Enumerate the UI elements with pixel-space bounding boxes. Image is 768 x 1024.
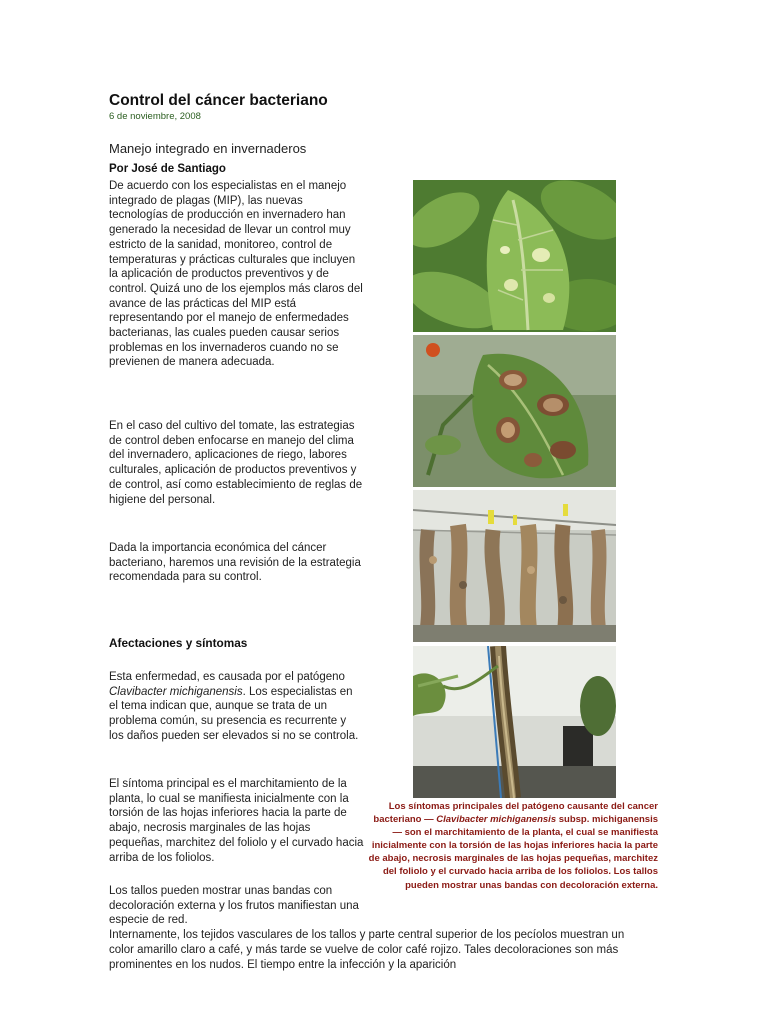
article-byline: Por José de Santiago [109,163,226,175]
photo-necrotic-leaf [413,335,616,487]
article-subtitle: Manejo integrado en invernaderos [109,141,307,156]
article-title: Control del cáncer bacteriano [109,92,328,109]
photo-wilted-plants [413,490,616,642]
intro-paragraph: De acuerdo con los especialistas en el manejo integrado de plagas (MIP), las nuevas tecnologías de producción en invernadero han generado la necesidad de llevar un control muy estricto de la sanidad, monitoreo, control de temperaturas y prácticas culturales que incluyen la aplicación de productos preventivos y de control. Quizá uno de los ejemplos más claros del avance de las prácticas del MIP está representando por el manejo de enfermedades bacterianas, las cuales pueden causar serios problemas en los invernaderos cuando no se previenen de manera adecuada. [109,180,363,369]
importance-paragraph: Dada la importancia económica del cáncer bacteriano, haremos una revisión de la estrategia recomendada para su control. [109,542,361,584]
pathogen-name: Clavibacter michiganensis [109,685,243,698]
cause-paragraph: Esta enfermedad, es causada por el patógeno Clavibacter michiganensis. Los especialistas en el tema indican que, aunque se trata de un problema común, su presencia es recurrente y los daños pueden ser elevados si no se controla. [109,671,359,742]
photo-leaf-spots [413,180,616,332]
continuation-paragraph: Internamente, los tejidos vasculares de los tallos y parte central superior de los pecíolos muestran un color amarillo claro a café, y más tarde se vuelve de color café rojizo. Tales decoloraciones son más prominentes en los nudos. El tiempo entre la infección y la aparición [109,929,625,972]
photo-caption: Los síntomas principales del patógeno causante del cancer bacteriano — Clavibacter michiganensis subsp. michiganensis— son el marchitamiento de la planta, el cual se manifiesta inicialmente con la torsión de las hojas inferiores hacia la parte de abajo, necrosis marginales de las hojas pequeñas, marchitez del foliolo y el curvado hacia arriba de los foliolos. Los tallos pueden mostrar unas bandas con decoloración externa. [368,801,658,891]
stems-paragraph: Los tallos pueden mostrar unas bandas con decoloración externa y los frutos manifiestan una especie de red. [109,885,359,927]
symptom-paragraph: El síntoma principal es el marchitamiento de la planta, lo cual se manifiesta inicialmente con la torsión de las hojas inferiores hacia la parte de abajo, necrosis marginales de las hojas pequeñas, marchitez del foliolo y el curvado hacia arriba de los foliolos. [109,778,364,864]
photo-stem-bands [413,646,616,798]
section-heading: Afectaciones y síntomas [109,636,248,650]
article-date: 6 de noviembre, 2008 [109,111,201,122]
tomato-paragraph: En el caso del cultivo del tomate, las estrategias de control deben enfocarse en manejo del clima del invernadero, aplicaciones de riego, labores culturales, aplicación de productos preventivos y de control, así como establecimiento de reglas de higiene del personal. [109,420,363,506]
